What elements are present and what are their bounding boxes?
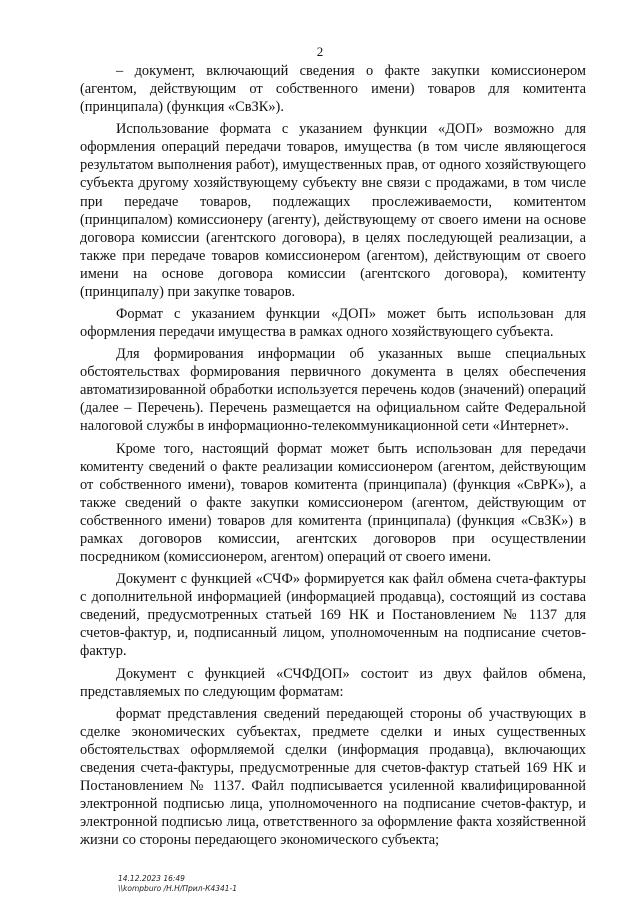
paragraph-schfdop: Документ с функцией «СЧФДОП» состоит из двух файлов обмена, представляемых по следующим форматам: bbox=[80, 665, 586, 700]
paragraph-operation-codes: Для формирования информации об указанных выше специальных обстоятельствах формирования первичного документа в целях обеспечения автоматизированной обработки используется перечень кодов (значений) операций (далее – Перечень). Перечень размещается на официальном сайте Федеральной налоговой службы в информационно-телекоммуникационной сети «Интернет». bbox=[80, 346, 586, 435]
paragraph-commission-info: Кроме того, настоящий формат может быть использован для передачи комитенту сведений о факте реализации комиссионером (агентом, действующим от собственного имени), товаров комитента (принципала) (функция «СвРК»), а также сведений о факте закупки комиссионером (агентом, действующим от собственного имени) товаров для комитента (принципала) (функция «СвЗК») в рамках договоров комиссии, агентских договоров при осуществлении посредником (комиссионером, агентом) операций от своего имени. bbox=[80, 440, 586, 565]
footer-file-path: \\kompburo /Н.Н/Прил-К4341-1 bbox=[118, 883, 238, 893]
paragraph-seller-format: формат представления сведений передающей стороны об участвующих в сделке экономических субъектах, предмете сделки и иных существенных обстоятельствах оформляемой сделки (информация продавца), включающих сведения счета-фактуры, предусмотренные для счетов-фактур статьей 169 НК и Постановлением № 1137. Файл подписывается усиленной квалифицированной электронной подписью лица, уполномоченного на подписание счетов-фактур, и электронной подписью лица, ответственного за оформление факта хозяйственной жизни со стороны передающего экономического субъекта; bbox=[80, 705, 586, 849]
footer-stamp bbox=[118, 874, 237, 893]
paragraph-item-szk: – документ, включающий сведения о факте закупки комиссионером (агентом, действующим от собственного имени) товаров для комитента (принципала) (функция «СвЗК»). bbox=[80, 63, 586, 116]
paragraph-schf: Документ с функцией «СЧФ» формируется как файл обмена счета-фактуры с дополнительной информацией (информацией продавца), состоящий из состава сведений, предусмотренных статьей 169 НК и Постановлением № 1137 для счетов-фактур, и, подписанный лицом, уполномоченным на подписание счетов-фактур. bbox=[80, 571, 586, 660]
page-number: 2 bbox=[316, 44, 324, 59]
footer-timestamp: 14.12.2023 16:49 bbox=[118, 874, 185, 883]
paragraph-dop-usage: Использование формата с указанием функции «ДОП» возможно для оформления операций передачи товаров, имущества (в том числе являющегося результатом выполнения работ), имущественных прав, от одного хозяйствующего субъекта другому хозяйствующему субъекту вне связи с продажами, в том числе при передаче товаров, подлежащих прослеживаемости, комитентом (принципалом) комиссионеру (агенту), действующему от своего имени на основе договора комиссии (агентского договора), в целях последующей реализации, а также при передаче товаров комиссионером (агентом), действующим от своего имени на основе договора комиссии (агентского договора), комитенту (принципалу) при закупке товаров. bbox=[80, 121, 586, 300]
paragraph-dop-single-entity: Формат с указанием функции «ДОП» может быть использован для оформления передачи имущества в рамках одного хозяйствующего субъекта. bbox=[80, 305, 586, 341]
document-body bbox=[80, 62, 586, 853]
